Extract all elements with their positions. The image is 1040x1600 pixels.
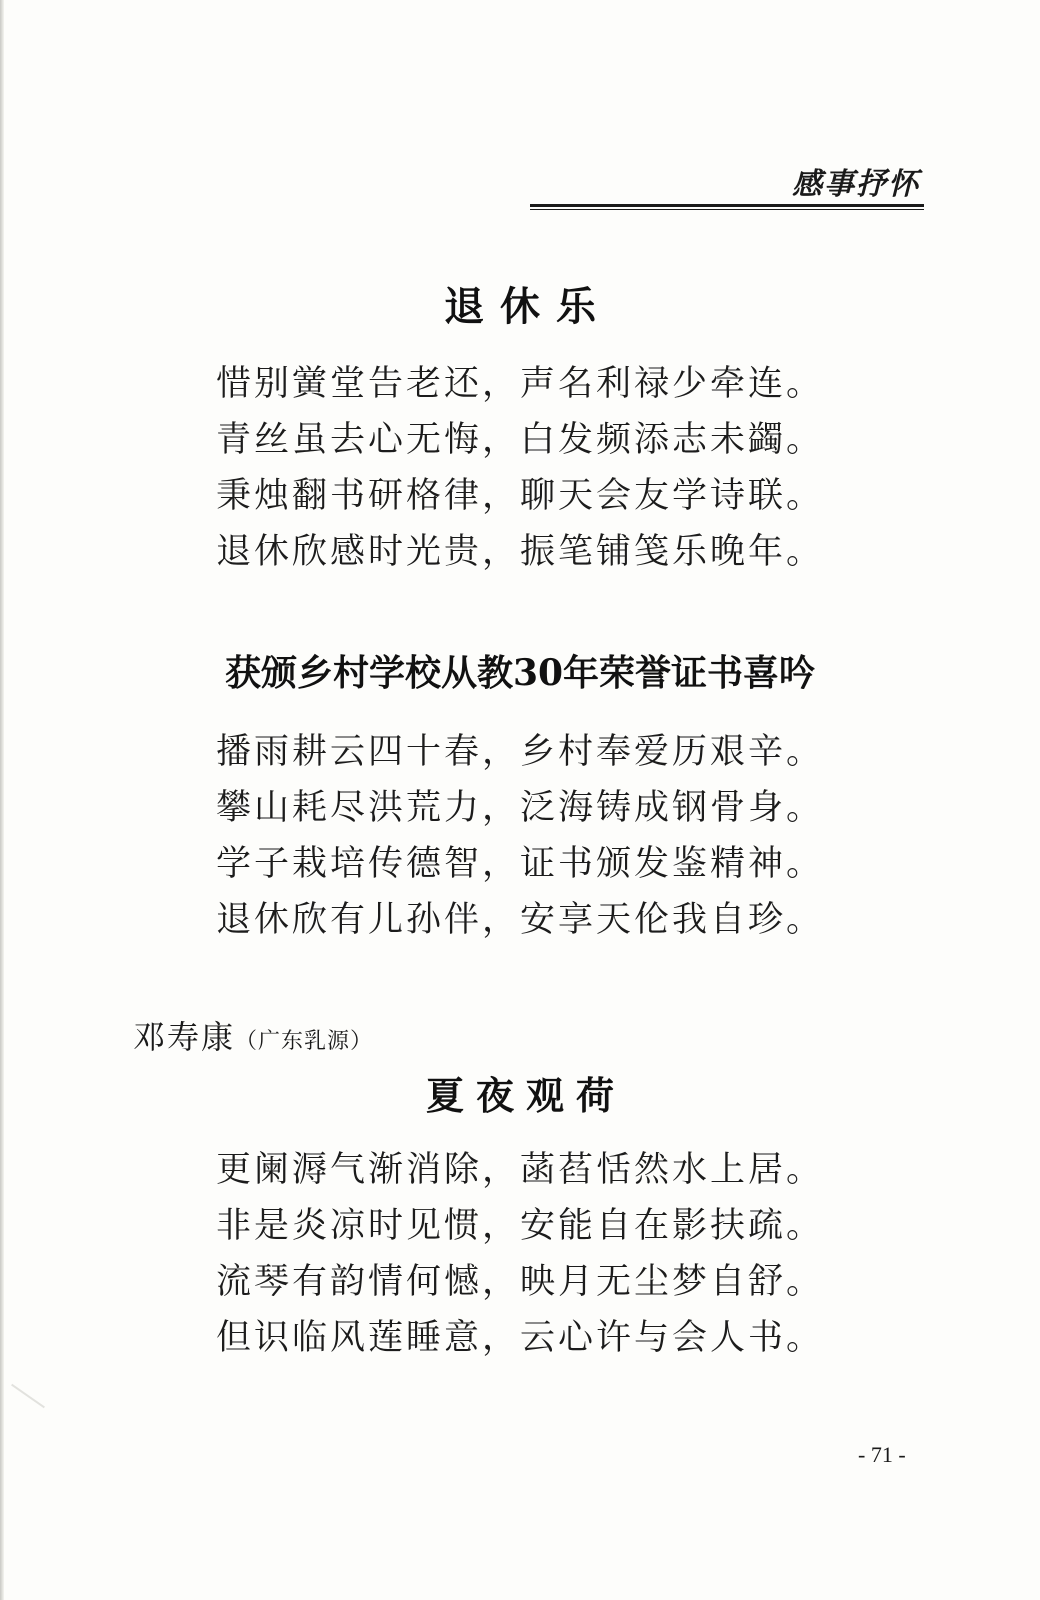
scan-artifact (11, 1384, 45, 1409)
poem-line: 退休欣有儿孙伴，安享天伦我自珍。 (216, 900, 825, 940)
running-header (530, 168, 924, 212)
poem-body (216, 724, 836, 948)
poem-line: 惜别黉堂告老还，声名利禄少牵连。 (216, 364, 825, 404)
header-rule-thin (530, 209, 924, 210)
poem-line: 播雨耕云四十春，乡村奉爱历艰辛。 (216, 732, 825, 772)
poem-line: 攀山耗尽洪荒力，泛海铸成钢骨身。 (216, 788, 825, 828)
poem-line: 学子栽培传德智，证书颁发鉴精神。 (216, 844, 825, 884)
poem-line: 更阑溽气渐消除，菡萏恬然水上居。 (216, 1150, 825, 1190)
poem-body (216, 1142, 836, 1366)
section-label: 感事抒怀 (792, 167, 920, 202)
poem-line: 青丝虽去心无悔，白发频添志未蠲。 (216, 420, 825, 460)
poem-title: 夏夜观荷 (425, 1073, 626, 1118)
poem-title: 获颁乡村学校从教30年荣誉证书喜吟 (224, 652, 816, 694)
poem-line: 退休欣感时光贵，振笔铺笺乐晚年。 (216, 532, 825, 572)
poem-line: 但识临风莲睡意，云心许与会人书。 (216, 1318, 825, 1358)
page-spine-edge (0, 0, 4, 1600)
page-number: - 71 - (858, 1442, 906, 1467)
author-place: （广东乳源） (235, 1029, 374, 1054)
poem-line: 流琴有韵情何憾，映月无尘梦自舒。 (216, 1262, 825, 1302)
poem-line: 非是炎凉时见惯，安能自在影扶疏。 (216, 1206, 825, 1246)
author-name: 邓寿康 (133, 1018, 236, 1056)
poem-line: 秉烛翻书研格律，聊天会友学诗联。 (216, 476, 825, 516)
author-byline (133, 1012, 373, 1058)
poem-title: 退休乐 (444, 283, 612, 330)
poem-body (216, 356, 836, 580)
header-rule-thick (530, 204, 924, 207)
